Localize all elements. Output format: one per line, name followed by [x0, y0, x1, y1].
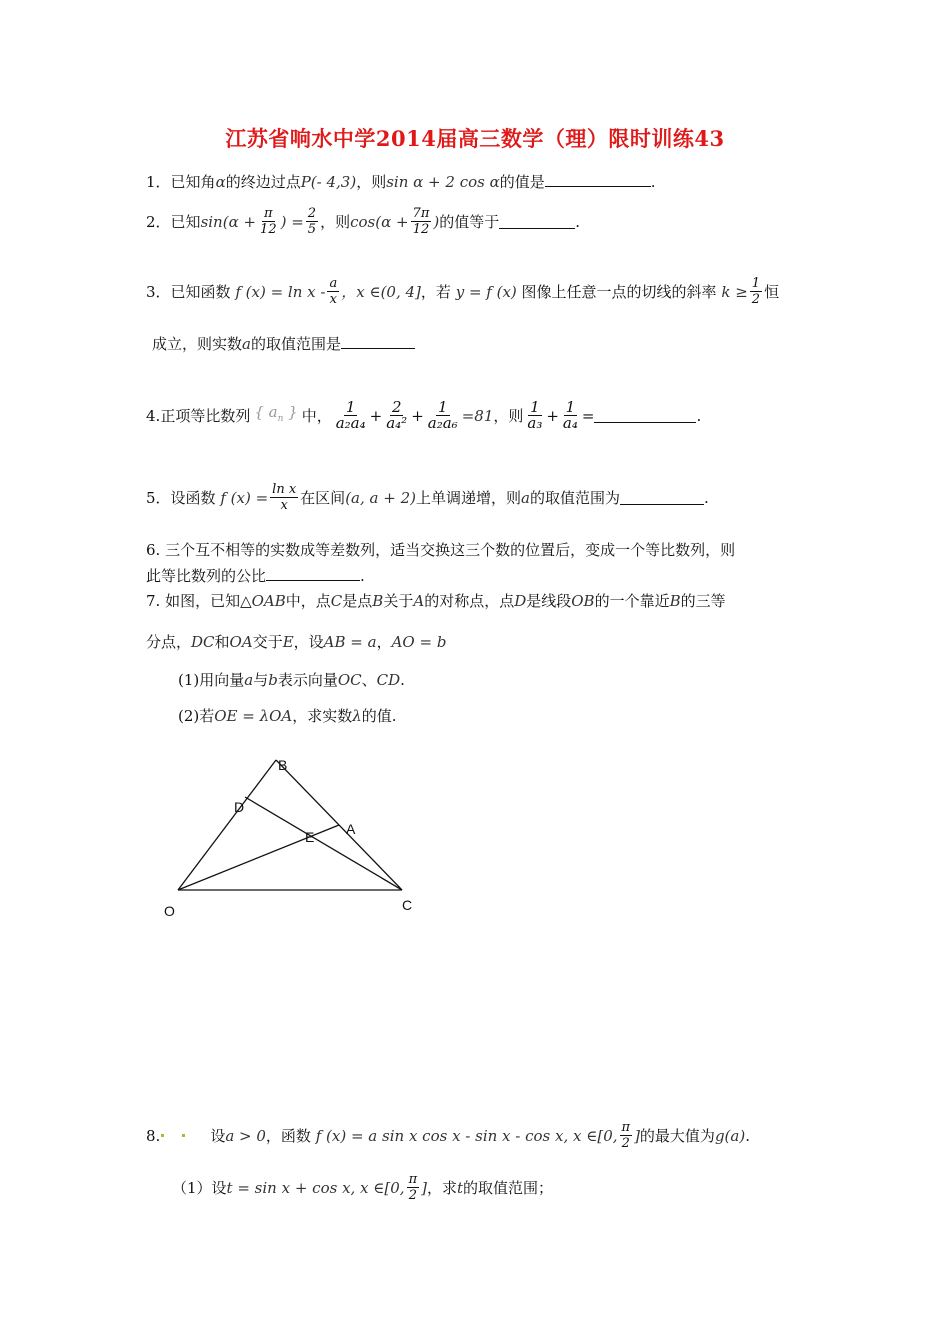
question-7-line-1: [146, 591, 726, 611]
q8-s1-t: t: [456, 1178, 464, 1197]
q8-text-b: ，函数: [265, 1126, 311, 1145]
q3-line2-var: a: [242, 335, 251, 353]
question-5: [146, 482, 709, 513]
q7-ao-eq: AO = b: [391, 633, 447, 651]
question-7-line-2: [146, 632, 446, 652]
q4-plus-3: +: [546, 406, 559, 425]
q5-text-c: 上单调递增，则: [415, 488, 521, 507]
q4-t5-num: 1: [565, 398, 576, 416]
q3-number: 3．: [146, 282, 171, 301]
q4-t1-den: a₂a₄: [335, 414, 366, 432]
q8-s1-f-den: 2: [408, 1188, 417, 1203]
q7-l1-b: 中，点: [285, 592, 331, 610]
q5-interval: (a, a + 2): [345, 488, 416, 507]
q7-l1-d: 关于: [383, 592, 414, 610]
q2-text-a: 已知: [170, 212, 201, 231]
q4-equals: =: [581, 406, 595, 425]
q7-ob: OB: [571, 592, 595, 610]
q7-s2-b: ，求实数: [292, 707, 353, 725]
question-3-line-2: [152, 334, 415, 354]
q8-fraction: [620, 1120, 633, 1151]
q7-s2-a: (2)若: [178, 707, 215, 725]
q2-f1-num: π: [264, 206, 273, 221]
q7-b: B: [372, 592, 384, 610]
q8-number: 8.: [146, 1126, 161, 1145]
q1-number: 1．: [146, 173, 171, 191]
q2-fraction-2: [306, 206, 318, 237]
q4-term-3: [426, 400, 460, 431]
question-8: [146, 1120, 750, 1151]
q4-answer-blank[interactable]: [594, 408, 696, 423]
q4-t4-num: 1: [530, 398, 540, 416]
q4-t2-num: 2: [391, 398, 402, 416]
q3-line2-b: 的取值范围是: [250, 335, 341, 353]
q4-number: 4.: [146, 406, 161, 425]
q4-term-1: [334, 400, 368, 431]
q5-f-num: ln x: [272, 482, 297, 497]
q2-expr-a1: sin(α +: [200, 212, 257, 231]
q1-alpha: α: [215, 173, 226, 191]
q4-term-5: [561, 400, 580, 431]
q7-s1-cd: CD: [376, 671, 401, 689]
q6-end: .: [360, 567, 365, 585]
q4-text-b: 中，: [301, 406, 332, 425]
q4-t5-den: a₄: [562, 414, 578, 432]
q1-text-c: ，则: [356, 173, 387, 191]
question-7-sub-1: [178, 670, 405, 690]
q7-l2-a: 分点，: [146, 633, 192, 651]
q3-expr-b: ，x ∈(0, 4]: [341, 282, 421, 301]
q7-s2-c: 的值.: [361, 707, 397, 725]
q7-s2-lambda: λ: [352, 707, 362, 725]
q4-t2-den: a₄²: [386, 414, 408, 432]
q5-text-d: 的取值范围为: [529, 488, 620, 507]
q4-term-4: [525, 400, 544, 431]
q4-t1-num: 1: [345, 398, 356, 416]
q7-s1-b: 与: [253, 671, 269, 689]
q7-oa: OA: [229, 633, 253, 651]
q2-text-c: 的值等于: [439, 212, 500, 231]
q3-text-a: 已知函数: [170, 282, 231, 301]
q7-l1-f: 是线段: [526, 592, 572, 610]
triangle-figure: [150, 750, 430, 930]
q7-s1-end: .: [400, 671, 405, 689]
q2-fraction-1: [258, 206, 279, 237]
q4-seq: a: [268, 403, 278, 421]
q7-ab-eq: AB = a: [323, 633, 377, 651]
label-d: D: [234, 799, 245, 815]
q1-text-b: 的终边过点: [225, 173, 301, 191]
question-1: [146, 172, 656, 192]
q4-end: .: [696, 406, 702, 425]
page-title: 江苏省响水中学2014届高三数学（理）限时训练43: [225, 126, 725, 151]
q7-s1-a: (1)用向量: [178, 671, 245, 689]
q7-dc: DC: [191, 633, 215, 651]
q3-expr-d: k ≥: [721, 282, 748, 301]
q8-f-den: 2: [621, 1136, 630, 1151]
q4-t4-den: a₃: [527, 414, 543, 432]
question-8-sub-1: [172, 1172, 553, 1203]
q7-s2-expr: OE = λOA: [214, 707, 293, 725]
q3-line2-a: 成立，则实数: [152, 335, 243, 353]
q2-number: 2．: [146, 212, 171, 231]
green-mark-icon: [161, 1134, 164, 1137]
q7-l2-d: ，设: [293, 633, 324, 651]
q2-expr-b1: cos(α +: [350, 212, 409, 231]
q3-answer-blank[interactable]: [341, 334, 415, 349]
q2-f1-den: 12: [260, 222, 277, 237]
q2-expr-a2: ) =: [280, 212, 304, 231]
label-a: A: [346, 821, 356, 837]
q2-expr-b2: ): [433, 212, 440, 231]
q8-s1-close: ]: [421, 1178, 427, 1197]
q3-f2-num: 1: [751, 276, 761, 291]
q7-c: C: [330, 592, 343, 610]
q3-text-c: 图像上任意一点的切线的斜率: [521, 282, 717, 301]
q7-s1-sep: 、: [361, 671, 377, 689]
q7-oab: OAB: [251, 592, 286, 610]
q1-expression: sin α + 2 cos α: [386, 173, 500, 191]
q4-t3-num: 1: [437, 398, 448, 416]
q1-end: .: [650, 173, 656, 191]
label-c: C: [402, 897, 413, 913]
q7-l1-e: 的对称点，点: [424, 592, 515, 610]
q1-point: P(- 4,3): [300, 173, 357, 191]
q5-var: a: [520, 488, 530, 507]
q4-seq-sub: n: [277, 414, 284, 424]
q5-f-den: x: [280, 498, 288, 513]
question-2: [146, 206, 580, 237]
q2-f2-den: 5: [307, 222, 317, 237]
q3-text-d: 恒: [764, 282, 780, 301]
q4-t3-den: a₂a₆: [427, 414, 458, 432]
q4-plus-2: +: [411, 406, 424, 425]
q8-text-c: 的最大值为: [639, 1126, 715, 1145]
q8-f-num: π: [621, 1120, 631, 1135]
q8-g: g(a): [714, 1126, 746, 1145]
label-b: B: [278, 757, 288, 773]
q1-text-a: 已知角: [170, 173, 216, 191]
q7-e: E: [282, 633, 294, 651]
q3-f2-den: 2: [751, 292, 761, 307]
q8-s1-a: （1）设: [172, 1178, 227, 1197]
q5-answer-blank[interactable]: [620, 490, 704, 505]
q8-s1-f-num: π: [408, 1172, 418, 1187]
q8-s1-b: ，求: [426, 1178, 457, 1197]
q8-cond: a > 0: [225, 1126, 266, 1145]
q5-number: 5．: [146, 488, 171, 507]
q3-text-b: ，若: [420, 282, 451, 301]
q5-end: .: [703, 488, 709, 507]
q8-text-a: 设: [210, 1126, 226, 1145]
question-3: [146, 276, 779, 307]
q5-text-a: 设函数: [170, 488, 216, 507]
q8-expr-a: f (x) = a sin x cos x - sin x - cos x, x ∈[0,: [315, 1126, 618, 1145]
q3-expr-c: y = f (x): [455, 282, 517, 301]
q6-answer-blank[interactable]: [266, 566, 360, 581]
q7-d: D: [514, 592, 527, 610]
q3-fraction-2: [750, 276, 762, 307]
q4-equals-81: =81: [461, 406, 494, 425]
q7-s1-c: 表示向量: [277, 671, 338, 689]
q3-f-den: x: [329, 292, 338, 307]
question-6-line-2: [146, 566, 365, 586]
q2-f3-num: 7π: [412, 206, 430, 221]
q7-l2-e: ，: [376, 633, 392, 651]
q5-fraction: [270, 482, 298, 513]
q8-sub1-fraction: [407, 1172, 420, 1203]
q5-text-b: 在区间: [300, 488, 346, 507]
q2-f3-den: 12: [412, 222, 430, 237]
q4-text-c: ，则: [493, 406, 524, 425]
q8-expr-b: ]: [634, 1126, 640, 1145]
segment-dc: [245, 797, 402, 890]
question-7-sub-2: [178, 706, 397, 726]
q7-l1-c: 是点: [342, 592, 373, 610]
q3-fraction-1: [327, 276, 339, 307]
label-e: E: [305, 829, 315, 845]
q7-l2-c: 交于: [252, 633, 283, 651]
label-o: O: [164, 903, 175, 919]
question-6-line-1: 6. 三个互不相等的实数成等差数列，适当交换这三个数的位置后，变成一个等比数列，则: [146, 541, 736, 559]
q8-end: .: [745, 1126, 750, 1145]
q4-sequence: { $a_n$ }: [254, 403, 298, 424]
q7-l2-b: 和: [214, 633, 230, 651]
q2-f2-num: 2: [307, 206, 317, 221]
q7-s1-oc: OC: [337, 671, 362, 689]
q7-b2: B: [669, 592, 681, 610]
q2-text-b: ，则: [320, 212, 351, 231]
q2-end: .: [575, 212, 581, 231]
q1-text-d: 的值是: [499, 173, 545, 191]
green-mark-icon: [182, 1134, 185, 1137]
q7-l1-h: 的三等: [680, 592, 726, 610]
q3-expr-a: f (x) = ln x -: [235, 282, 326, 301]
q7-l1-g: 的一个靠近: [594, 592, 670, 610]
q5-expr-a: f (x) =: [220, 488, 269, 507]
q7-a: A: [413, 592, 425, 610]
q4-plus-1: +: [369, 406, 383, 425]
q3-f-num: a: [329, 276, 338, 291]
q2-fraction-3: [411, 206, 432, 237]
q7-s1-va: a: [244, 671, 254, 689]
q7-l1-a: 7. 如图，已知△: [146, 592, 252, 610]
q1-answer-blank[interactable]: [545, 172, 651, 187]
q8-s1-c: 的取值范围；: [463, 1178, 554, 1197]
q8-s1-expr: t = sin x + cos x, x ∈[0,: [226, 1178, 405, 1197]
question-4: [146, 400, 701, 431]
q6-line2: 此等比数列的公比: [146, 567, 267, 585]
q2-answer-blank[interactable]: [499, 214, 575, 229]
q4-text-a: 正项等比数列: [160, 406, 251, 425]
q4-term-2: [384, 400, 409, 431]
q7-s1-vb: b: [268, 671, 278, 689]
